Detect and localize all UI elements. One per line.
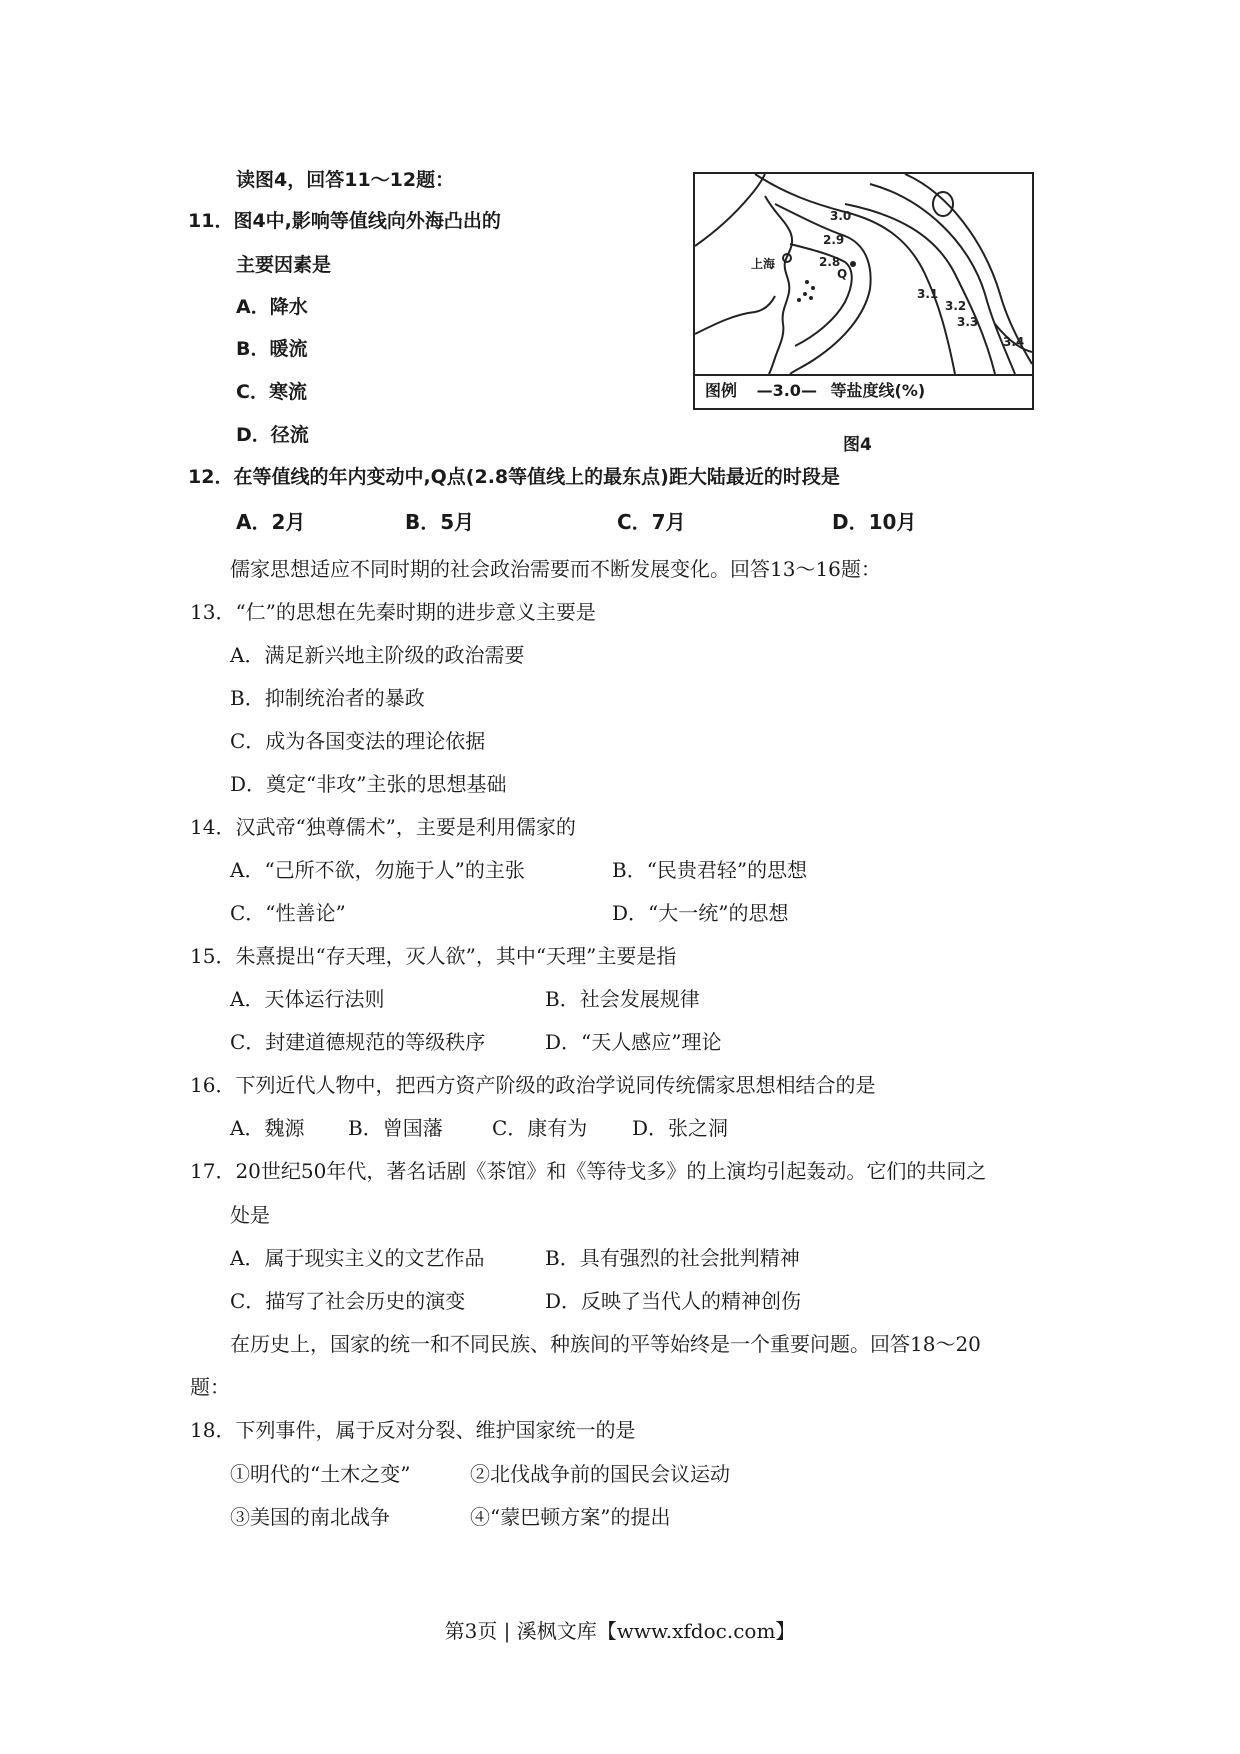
isoline-3-2 [870, 184, 1015, 374]
coastline [695, 174, 792, 374]
q12-option-c: C．7月 [617, 510, 686, 534]
q13-option-c: C．成为各国变法的理论依据 [230, 729, 486, 753]
q14-option-c: C．“性善论” [230, 901, 346, 925]
legend-text: 等盐度线(%) [830, 381, 926, 400]
isoline-label-3-4: 3.4 [1003, 335, 1025, 349]
q18-item-2: ②北伐战争前的国民会议运动 [470, 1462, 730, 1486]
isoline-label-2-8: 2.8 [819, 255, 841, 269]
q14-option-a: A．“己所不欲，勿施于人”的主张 [230, 858, 525, 882]
q18-item-1: ①明代的“土木之变” [230, 1462, 411, 1486]
isoline-label-3-2: 3.2 [945, 299, 967, 313]
city-label: 上海 [751, 257, 776, 271]
isoline-label-3-0: 3.0 [830, 209, 852, 223]
q12-option-a: A．2月 [236, 510, 306, 534]
unity-intro-line1: 在历史上，国家的统一和不同民族、种族间的平等始终是一个重要问题。回答18～20 [230, 1332, 981, 1356]
isoline-label-3-1: 3.1 [917, 287, 939, 301]
salinity-map-figure [693, 172, 1034, 410]
q11-option-d: D．径流 [236, 424, 309, 446]
q12-stem: 12．在等值线的年内变动中,Q点(2.8等值线上的最东点)距大陆最近的时段是 [188, 466, 840, 488]
q17-option-b: B．具有强烈的社会批判精神 [545, 1246, 800, 1270]
q11-option-b: B．暖流 [236, 338, 308, 360]
q13-stem: 13．“仁”的思想在先秦时期的进步意义主要是 [190, 600, 596, 624]
legend-title: 图例 [705, 381, 738, 400]
q14-stem: 14．汉武帝“独尊儒术”，主要是利用儒家的 [190, 815, 576, 839]
q12-option-b: B．5月 [405, 510, 475, 534]
q16-option-c: C．康有为 [492, 1116, 588, 1140]
isoline-label-2-9: 2.9 [823, 233, 845, 247]
q18-item-3: ③美国的南北战争 [230, 1505, 390, 1529]
q16-stem: 16．下列近代人物中，把西方资产阶级的政治学说同传统儒家思想相结合的是 [190, 1073, 876, 1097]
map-legend [695, 374, 1032, 408]
q11-option-c: C．寒流 [236, 381, 307, 403]
q14-option-b: B．“民贵君轻”的思想 [612, 858, 808, 882]
q16-option-b: B．曾国藩 [348, 1116, 443, 1140]
figure-caption: 图4 [843, 435, 872, 455]
q18-item-4: ④“蒙巴顿方案”的提出 [470, 1505, 671, 1529]
q12-option-d: D．10月 [832, 510, 917, 534]
q15-option-c: C．封建道德规范的等级秩序 [230, 1030, 486, 1054]
geo-intro: 读图4，回答11～12题： [236, 169, 455, 191]
q15-option-a: A．天体运行法则 [230, 987, 385, 1011]
history-intro: 儒家思想适应不同时期的社会政治需要而不断发展变化。回答13～16题： [230, 557, 881, 581]
q13-option-b: B．抑制统治者的暴政 [230, 686, 425, 710]
q16-option-d: D．张之洞 [632, 1116, 729, 1140]
unity-intro-line2: 题： [190, 1375, 230, 1399]
q15-option-b: B．社会发展规律 [545, 987, 700, 1011]
point-q-label: Q [837, 267, 848, 281]
q17-option-c: C．描写了社会历史的演变 [230, 1289, 466, 1313]
isoline-3-0 [755, 174, 955, 374]
q13-option-d: D．奠定“非攻”主张的思想基础 [230, 772, 507, 796]
q14-option-d: D．“大一统”的思想 [612, 901, 789, 925]
salinity-map-drawing [695, 174, 1032, 374]
q15-option-d: D．“天人感应”理论 [545, 1030, 722, 1054]
q15-stem: 15．朱熹提出“存天理，灭人欲”，其中“天理”主要是指 [190, 944, 677, 968]
isoline-label-3-3: 3.3 [957, 315, 979, 329]
q18-stem: 18．下列事件，属于反对分裂、维护国家统一的是 [190, 1418, 636, 1442]
small-closed-isoline [933, 192, 953, 216]
page-footer: 第3页 | 溪枫文库【www.xfdoc.com】 [444, 1619, 796, 1643]
q17-stem-line2: 处是 [230, 1203, 270, 1227]
legend-sample: —3.0— [756, 381, 817, 400]
q17-option-d: D．反映了当代人的精神创伤 [545, 1289, 802, 1313]
q11-option-a: A．降水 [236, 296, 308, 318]
q11-stem-line1: 11．图4中,影响等值线向外海凸出的 [188, 210, 501, 232]
q11-stem-line2: 主要因素是 [236, 254, 332, 276]
q17-stem-line1: 17．20世纪50年代，著名话剧《茶馆》和《等待戈多》的上演均引起轰动。它们的共同之 [190, 1159, 987, 1183]
q13-option-a: A．满足新兴地主阶级的政治需要 [230, 643, 525, 667]
q17-option-a: A．属于现实主义的文艺作品 [230, 1246, 485, 1270]
q16-option-a: A．魏源 [230, 1116, 305, 1140]
